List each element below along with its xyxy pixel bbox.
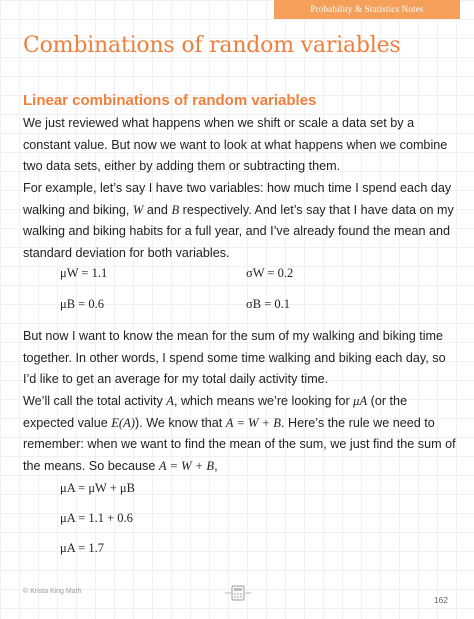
text-run: and xyxy=(143,202,172,217)
math-inline: E(A) xyxy=(111,415,135,430)
paragraph-sum-question: But now I want to know the mean for the sum of my walking and biking time together. In other words, I spend some time walking and biking each day, so I’d like to get an average for my total daily activity time. xyxy=(23,329,446,386)
paragraph-rule xyxy=(23,391,461,477)
section-header-tab: Probability & Statistics Notes xyxy=(274,0,460,19)
text-run: , which means we’re looking for xyxy=(173,394,354,408)
section-subtitle: Linear combinations of random variables xyxy=(23,92,317,109)
footer-copyright: © Krista King Math xyxy=(23,588,82,595)
text-run: respectively. And let’s say that I have data on my walking and biking habits for a full year, and I’ve already found the mean and standard deviation for both variables. xyxy=(23,202,454,260)
equation-mean-sum: μA = μW + μB xyxy=(60,481,135,495)
math-inline: μA xyxy=(353,394,368,408)
paragraph-example xyxy=(23,178,461,264)
text-run: , xyxy=(214,458,218,473)
text-run: ). We know that xyxy=(135,415,226,430)
math-inline: A xyxy=(166,394,174,408)
text-run: . Here’s the rule we need to remember: when we want to find the mean of the sum, we just find the sum of the means. So because xyxy=(23,415,456,473)
math-inline: A = W + B xyxy=(158,458,215,473)
equation-mean-values: μA = 1.1 + 0.6 xyxy=(60,511,133,525)
paragraph-intro: We just reviewed what happens when we shift or scale a data set by a constant value. But now we want to look at what happens when we combine two data sets, either by adding them or subtracting them. xyxy=(23,116,448,173)
equation-mu-b: μB = 0.6 xyxy=(60,297,104,311)
math-var-w: W xyxy=(132,202,144,217)
math-var-b: B xyxy=(171,202,180,217)
math-inline: A = W + B xyxy=(225,415,282,430)
page-number: 162 xyxy=(433,595,448,605)
text-run: For example, let’s say I have two variables: how much time I spend each day walking and biking, xyxy=(23,181,452,217)
page-title: Combinations of random variables xyxy=(23,33,401,58)
equation-sigma-w: σW = 0.2 xyxy=(246,266,294,280)
equation-sigma-b: σB = 0.1 xyxy=(246,297,291,311)
text-run: We’ll call the total activity xyxy=(23,394,167,408)
equation-mu-w: μW = 1.1 xyxy=(60,266,108,280)
text-run: (or the expected value xyxy=(23,394,408,430)
calculator-icon xyxy=(225,584,251,607)
equation-mean-result: μA = 1.7 xyxy=(60,541,104,555)
